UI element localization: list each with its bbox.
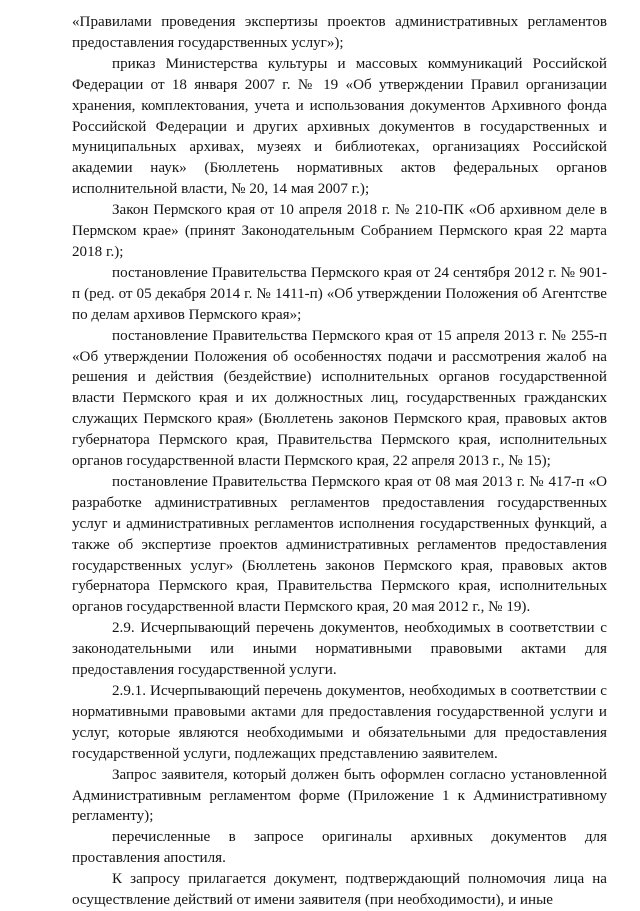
paragraph-rules-continuation: «Правилами проведения экспертизы проектов административных регламентов предоставления государственных услуг»); xyxy=(72,14,607,51)
paragraph-resolution-417: постановление Правительства Пермского края от 08 мая 2013 г. № 417-п «О разработке административных регламентов предоставления государственных услуг и административных регламентов исполнения государственных функций, а также об экспертизе проектов административных регламентов предоставления государственных услуг» (Бюллетень законов Пермского края, правовых актов губернатора Пермского края, Правительства Пермского края, исполнительных органов государственной власти Пермского края, 20 мая 2012 г., № 19). xyxy=(72,473,607,616)
paragraph-ministry-order: приказ Министерства культуры и массовых коммуникаций Российской Федерации от 18 января 2007 г. № 19 «Об утверждении Правил организации хранения, комплектования, учета и использования документов Архивного фонда Российской Федерации и других архивных документов в государственных и муниципальных архивах, музеях и библиотеках, организациях Российской академии наук» (Бюллетень нормативных актов федеральных органов исполнительной власти, № 20, 14 мая 2007 г.); xyxy=(72,55,607,198)
paragraph-listed-originals: перечисленные в запросе оригиналы архивных документов для проставления апостиля. xyxy=(72,829,607,867)
paragraph-section-2-9-1: 2.9.1. Исчерпывающий перечень документов, необходимых в соответствии с нормативными правовыми актами для предоставления государственной услуги и услуг, которые являются необходимыми и обязательными для предоставления государственной услуги, подлежащих представлению заявителем. xyxy=(72,683,607,762)
paragraph-resolution-255: постановление Правительства Пермского края от 15 апреля 2013 г. № 255-п «Об утверждении Положения об особенностях подачи и рассмотрения жалоб на решения и действия (бездействие) исполнительных органов государственной власти Пермского края и их должностных лиц, государственных гражданских служащих Пермского края» (Бюллетень законов Пермского края, правовых актов губернатора Пермского края, Правительства Пермского края, исполнительных органов государственной власти Пермского края, 22 апреля 2013 г., № 15); xyxy=(72,327,607,470)
paragraph-attached-document: К запросу прилагается документ, подтверждающий полномочия лица на осуществление действий от имени заявителя (при необходимости), и иные xyxy=(72,871,607,909)
document-page xyxy=(72,12,607,911)
paragraph-section-2-9: 2.9. Исчерпывающий перечень документов, необходимых в соответствии с законодательными или иными нормативными правовыми актами для предоставления государственной услуги. xyxy=(72,620,607,679)
paragraph-applicant-request: Запрос заявителя, который должен быть оформлен согласно установленной Административным регламентом форме (Приложение 1 к Административному регламенту); xyxy=(72,766,607,825)
paragraph-resolution-901: постановление Правительства Пермского края от 24 сентября 2012 г. № 901-п (ред. от 05 декабря 2014 г. № 1411-п) «Об утверждении Положения об Агентстве по делам архивов Пермского края»; xyxy=(72,264,607,323)
paragraph-perm-law: Закон Пермского края от 10 апреля 2018 г. № 210-ПК «Об архивном деле в Пермском крае» (принят Законодательным Собранием Пермского края 22 марта 2018 г.); xyxy=(72,202,607,260)
